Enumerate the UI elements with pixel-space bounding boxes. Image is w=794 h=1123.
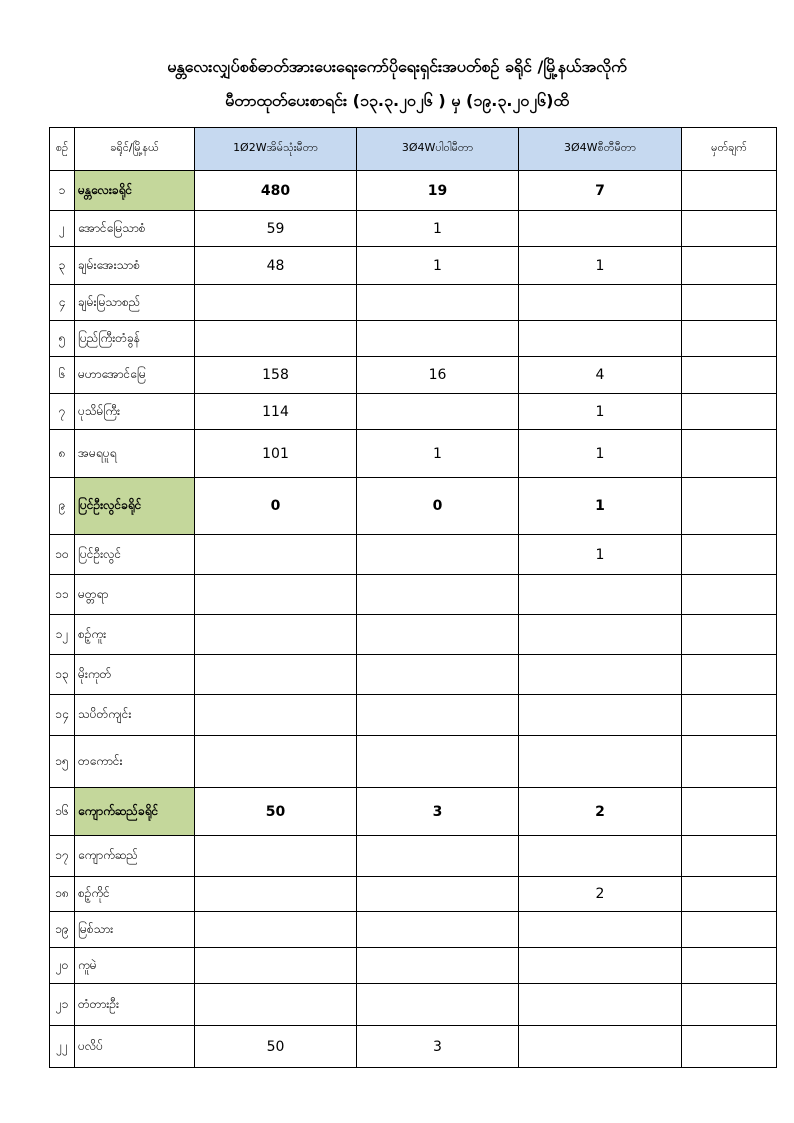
row-1phase-household-cell — [195, 615, 357, 655]
row-serial-cell: ၇ — [50, 394, 75, 430]
row-remark-cell — [682, 1026, 777, 1068]
row-1phase-household-cell: 50 — [195, 1026, 357, 1068]
table-row — [50, 877, 777, 912]
district-row — [50, 788, 777, 836]
row-3phase-power-cell — [357, 695, 519, 736]
row-1phase-household-cell: 101 — [195, 430, 357, 478]
row-1phase-household-cell: 0 — [195, 478, 357, 535]
header-3phase-power-meter: 3Ø4Wပါဝါမီတာ — [357, 128, 519, 171]
row-remark-cell — [682, 655, 777, 695]
header-1phase-household-meter: 1Ø2Wအိမ်သုံးမီတာ — [195, 128, 357, 171]
row-name-cell: မန္တလေးခရိုင် — [75, 171, 195, 211]
row-3phase-power-cell: 0 — [357, 478, 519, 535]
row-serial-cell: ၁၁ — [50, 575, 75, 615]
row-1phase-household-cell: 50 — [195, 788, 357, 836]
report-title-line1: မန္တလေးလျှပ်စစ်ဓာတ်အားပေးရေးကော်ပိုရေးရှင်းအပတ်စဉ် ခရိုင် /မြို့နယ်အလိုက် — [167, 57, 627, 76]
row-3phase-ct-cell — [519, 575, 682, 615]
row-1phase-household-cell — [195, 948, 357, 984]
row-remark-cell — [682, 285, 777, 321]
row-serial-cell: ၂၁ — [50, 984, 75, 1026]
row-serial-cell: ၁၄ — [50, 695, 75, 736]
row-name-cell: ပြင်ဦးလွင်ခရိုင် — [75, 478, 195, 535]
row-serial-cell: ၁၆ — [50, 788, 75, 836]
row-remark-cell — [682, 836, 777, 877]
row-3phase-power-cell: 3 — [357, 1026, 519, 1068]
row-3phase-ct-cell: 2 — [519, 788, 682, 836]
row-3phase-ct-cell — [519, 912, 682, 948]
row-serial-cell: ၁၅ — [50, 736, 75, 788]
row-remark-cell — [682, 615, 777, 655]
row-serial-cell: ၅ — [50, 321, 75, 357]
row-3phase-power-cell: 3 — [357, 788, 519, 836]
table-row — [50, 836, 777, 877]
row-1phase-household-cell — [195, 575, 357, 615]
row-1phase-household-cell — [195, 836, 357, 877]
row-3phase-ct-cell — [519, 984, 682, 1026]
row-3phase-power-cell: 16 — [357, 357, 519, 394]
row-serial-cell: ၉ — [50, 478, 75, 535]
table-row — [50, 615, 777, 655]
row-name-cell: ပလိပ် — [75, 1026, 195, 1068]
row-1phase-household-cell — [195, 877, 357, 912]
report-title-line2: မီတာထုတ်ပေးစာရင်း (၁၃.၃.၂၀၂၆ ) မှ (၁၉.၃.၂၀၂၆)ထိ — [225, 91, 569, 110]
header-remark: မှတ်ချက် — [682, 128, 777, 171]
row-remark-cell — [682, 535, 777, 575]
row-serial-cell: ၂၀ — [50, 948, 75, 984]
row-3phase-ct-cell: 7 — [519, 171, 682, 211]
table-row — [50, 247, 777, 285]
row-1phase-household-cell: 480 — [195, 171, 357, 211]
table-row — [50, 695, 777, 736]
row-3phase-power-cell — [357, 321, 519, 357]
row-3phase-ct-cell — [519, 948, 682, 984]
row-3phase-power-cell — [357, 877, 519, 912]
row-name-cell: တံတားဦး — [75, 984, 195, 1026]
row-serial-cell: ၃ — [50, 247, 75, 285]
table-row — [50, 285, 777, 321]
row-3phase-power-cell — [357, 285, 519, 321]
row-remark-cell — [682, 430, 777, 478]
row-3phase-power-cell — [357, 736, 519, 788]
row-3phase-ct-cell — [519, 695, 682, 736]
row-serial-cell: ၈ — [50, 430, 75, 478]
row-1phase-household-cell — [195, 736, 357, 788]
row-remark-cell — [682, 736, 777, 788]
header-3phase-ct-meter: 3Ø4Wစီတီမီတာ — [519, 128, 682, 171]
row-serial-cell: ၄ — [50, 285, 75, 321]
row-3phase-ct-cell — [519, 736, 682, 788]
table-row — [50, 357, 777, 394]
row-name-cell: အောင်မြေသာစံ — [75, 211, 195, 247]
row-3phase-power-cell — [357, 912, 519, 948]
row-1phase-household-cell — [195, 321, 357, 357]
row-name-cell: ပြည်ကြီးတံခွန် — [75, 321, 195, 357]
meter-issue-table — [49, 127, 777, 1068]
row-serial-cell: ၁ — [50, 171, 75, 211]
row-3phase-ct-cell: 1 — [519, 478, 682, 535]
row-3phase-ct-cell — [519, 655, 682, 695]
row-remark-cell — [682, 695, 777, 736]
row-remark-cell — [682, 171, 777, 211]
row-3phase-power-cell — [357, 615, 519, 655]
row-name-cell: ကျောက်ဆည် — [75, 836, 195, 877]
row-serial-cell: ၁၀ — [50, 535, 75, 575]
row-3phase-ct-cell: 1 — [519, 535, 682, 575]
row-3phase-power-cell: 1 — [357, 247, 519, 285]
row-name-cell: ချမ်းအေးသာစံ — [75, 247, 195, 285]
table-row — [50, 655, 777, 695]
table-row — [50, 575, 777, 615]
row-serial-cell: ၂၂ — [50, 1026, 75, 1068]
table-row — [50, 736, 777, 788]
row-remark-cell — [682, 247, 777, 285]
row-remark-cell — [682, 321, 777, 357]
table-row — [50, 948, 777, 984]
row-3phase-power-cell — [357, 655, 519, 695]
row-3phase-ct-cell — [519, 836, 682, 877]
row-remark-cell — [682, 948, 777, 984]
table-row — [50, 430, 777, 478]
row-name-cell: စဉ့်ကိုင် — [75, 877, 195, 912]
row-name-cell: ကျောက်ဆည်ခရိုင် — [75, 788, 195, 836]
row-name-cell: ချမ်းမြသာစည် — [75, 285, 195, 321]
row-3phase-power-cell: 19 — [357, 171, 519, 211]
row-1phase-household-cell: 59 — [195, 211, 357, 247]
row-1phase-household-cell — [195, 285, 357, 321]
row-3phase-ct-cell: 2 — [519, 877, 682, 912]
row-3phase-ct-cell: 1 — [519, 247, 682, 285]
row-1phase-household-cell: 158 — [195, 357, 357, 394]
row-remark-cell — [682, 984, 777, 1026]
row-3phase-power-cell: 1 — [357, 430, 519, 478]
header-serial: စဉ် — [50, 128, 75, 171]
row-1phase-household-cell — [195, 984, 357, 1026]
row-3phase-ct-cell: 1 — [519, 430, 682, 478]
row-remark-cell — [682, 357, 777, 394]
row-serial-cell: ၁၇ — [50, 836, 75, 877]
table-row — [50, 211, 777, 247]
table-row — [50, 984, 777, 1026]
row-remark-cell — [682, 478, 777, 535]
table-row — [50, 912, 777, 948]
row-serial-cell: ၁၉ — [50, 912, 75, 948]
row-name-cell: မတ္တရာ — [75, 575, 195, 615]
row-3phase-ct-cell: 1 — [519, 394, 682, 430]
row-remark-cell — [682, 394, 777, 430]
row-name-cell: အမရပူရ — [75, 430, 195, 478]
row-serial-cell: ၆ — [50, 357, 75, 394]
row-name-cell: မြစ်သား — [75, 912, 195, 948]
row-name-cell: ပြင်ဦးလွင် — [75, 535, 195, 575]
row-3phase-power-cell — [357, 575, 519, 615]
row-serial-cell: ၁၂ — [50, 615, 75, 655]
row-3phase-ct-cell: 4 — [519, 357, 682, 394]
row-3phase-ct-cell — [519, 321, 682, 357]
row-3phase-power-cell — [357, 836, 519, 877]
row-3phase-ct-cell — [519, 615, 682, 655]
row-3phase-ct-cell — [519, 1026, 682, 1068]
row-remark-cell — [682, 211, 777, 247]
header-district-township: ခရိုင်/မြို့နယ် — [75, 128, 195, 171]
table-header-row — [50, 128, 777, 171]
row-1phase-household-cell — [195, 655, 357, 695]
row-3phase-power-cell: 1 — [357, 211, 519, 247]
table-row — [50, 321, 777, 357]
row-1phase-household-cell: 48 — [195, 247, 357, 285]
table-row — [50, 394, 777, 430]
table-row — [50, 1026, 777, 1068]
row-name-cell: တကောင်း — [75, 736, 195, 788]
row-remark-cell — [682, 788, 777, 836]
row-1phase-household-cell — [195, 695, 357, 736]
row-1phase-household-cell — [195, 535, 357, 575]
row-name-cell: သပိတ်ကျင်း — [75, 695, 195, 736]
row-remark-cell — [682, 912, 777, 948]
table-row — [50, 535, 777, 575]
row-3phase-power-cell — [357, 394, 519, 430]
row-3phase-power-cell — [357, 948, 519, 984]
row-remark-cell — [682, 575, 777, 615]
row-1phase-household-cell: 114 — [195, 394, 357, 430]
row-name-cell: မဟာအောင်မြေ — [75, 357, 195, 394]
row-3phase-power-cell — [357, 984, 519, 1026]
row-3phase-ct-cell — [519, 285, 682, 321]
row-3phase-power-cell — [357, 535, 519, 575]
row-name-cell: ပုသိမ်ကြီး — [75, 394, 195, 430]
row-serial-cell: ၁၃ — [50, 655, 75, 695]
row-serial-cell: ၁၈ — [50, 877, 75, 912]
district-row — [50, 478, 777, 535]
row-name-cell: စဉ့်ကူး — [75, 615, 195, 655]
row-name-cell: ကူမဲ — [75, 948, 195, 984]
row-3phase-ct-cell — [519, 211, 682, 247]
row-serial-cell: ၂ — [50, 211, 75, 247]
district-row — [50, 171, 777, 211]
row-remark-cell — [682, 877, 777, 912]
row-1phase-household-cell — [195, 912, 357, 948]
row-name-cell: မိုးကုတ် — [75, 655, 195, 695]
